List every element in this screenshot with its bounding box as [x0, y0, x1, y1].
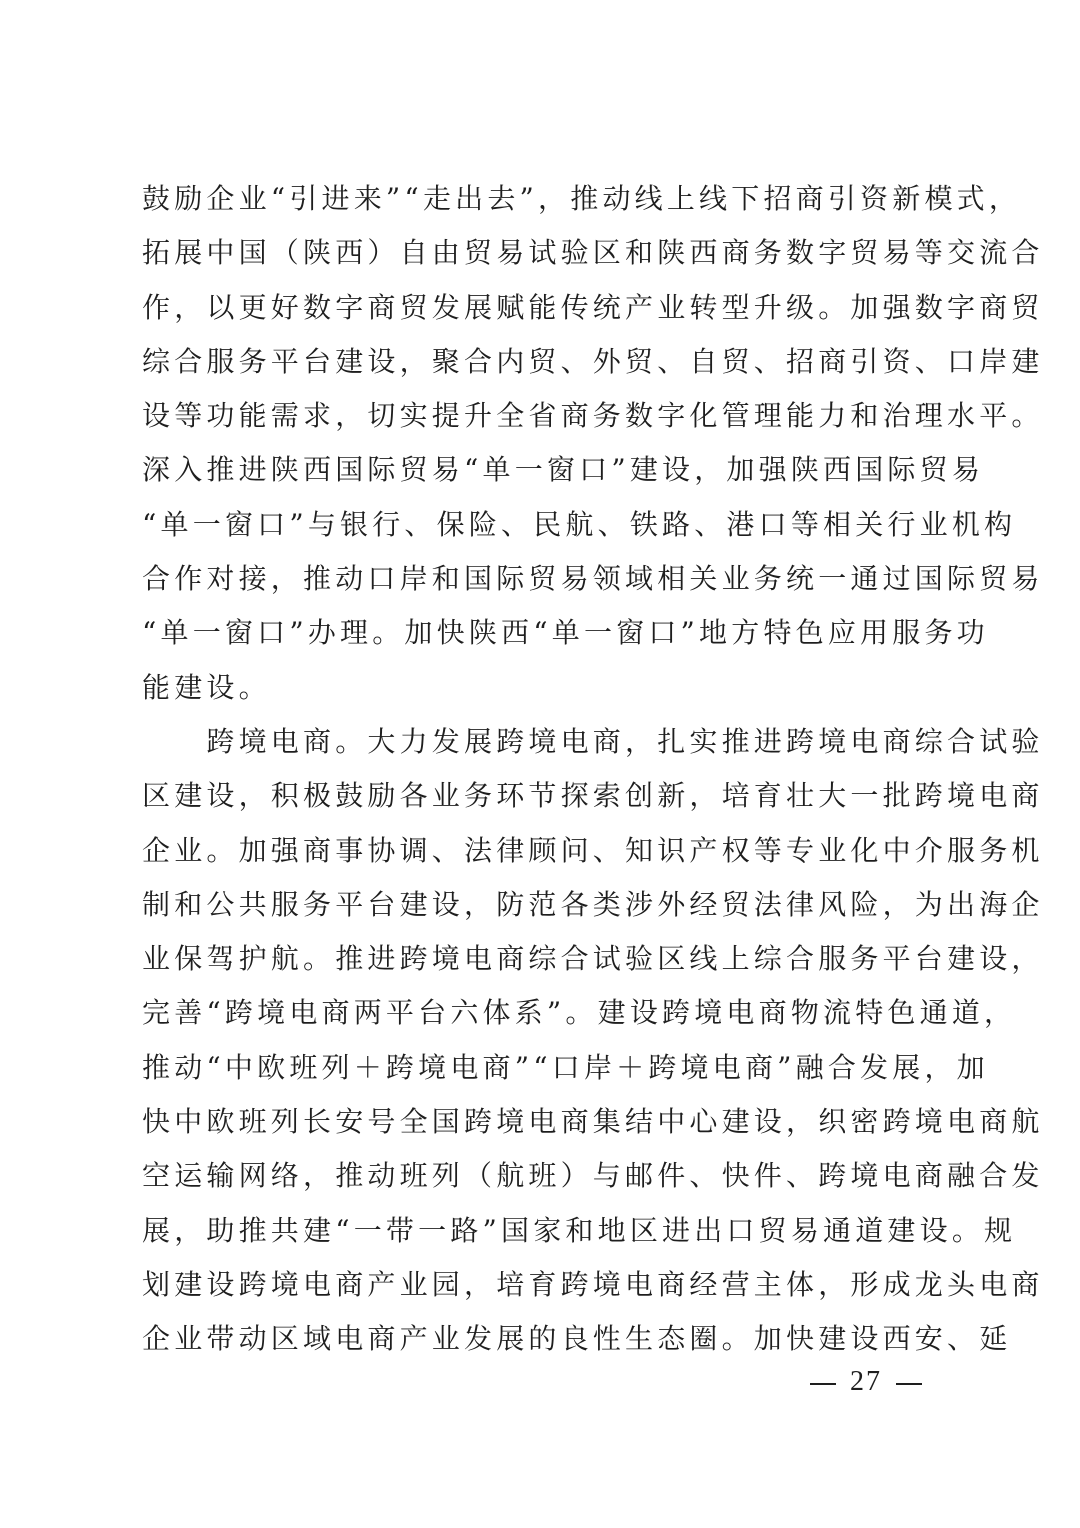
dash-right	[896, 1383, 922, 1385]
body-text	[142, 172, 1044, 1367]
text-line: 拓展中国（陕西）自由贸易试验区和陕西商务数字贸易等交流合	[142, 236, 1044, 270]
text-line: 企业。加强商事协调、法律顾问、知识产权等专业化中介服务机	[142, 833, 1044, 867]
text-line: 跨境电商。大力发展跨境电商，扎实推进跨境电商综合试验	[142, 724, 1044, 758]
text-line: “单一窗口”与银行、保险、民航、铁路、港口等相关行业机构	[142, 507, 1017, 541]
text-line: 鼓励企业“引进来”“走出去”，推动线上线下招商引资新模式，	[142, 182, 1022, 215]
text-line: 合作对接，推动口岸和国际贸易领域相关业务统一通过国际贸易	[142, 562, 1044, 596]
text-line: 业保驾护航。推进跨境电商综合试验区线上综合服务平台建设，	[142, 942, 1044, 976]
text-line: 作，以更好数字商贸发展赋能传统产业转型升级。加强数字商贸	[142, 290, 1044, 324]
dash-left	[810, 1383, 836, 1385]
text-line: 区建设，积极鼓励各业务环节探索创新，培育壮大一批跨境电商	[142, 779, 1044, 813]
text-line: 快中欧班列长安号全国跨境电商集结中心建设，织密跨境电商航	[142, 1105, 1044, 1139]
text-line: 展，助推共建“一带一路”国家和地区进出口贸易通道建设。规	[142, 1213, 1017, 1247]
text-line: 企业带动区域电商产业发展的良性生态圈。加快建设西安、延	[142, 1322, 1012, 1356]
text-line: 完善“跨境电商两平台六体系”。建设跨境电商物流特色通道，	[142, 996, 1017, 1030]
text-line: “单一窗口”办理。加快陕西“单一窗口”地方特色应用服务功	[142, 616, 989, 650]
text-line: 制和公共服务平台建设，防范各类涉外经贸法律风险，为出海企	[142, 887, 1044, 921]
text-line: 能建设。	[142, 670, 271, 704]
text-line: 综合服务平台建设，聚合内贸、外贸、自贸、招商引资、口岸建	[142, 344, 1044, 378]
text-line: 推动“中欧班列＋跨境电商”“口岸＋跨境电商”融合发展，加	[142, 1050, 989, 1084]
page-number-value: 27	[850, 1366, 882, 1397]
page-number	[796, 1366, 936, 1398]
text-line: 划建设跨境电商产业园，培育跨境电商经营主体，形成龙头电商	[142, 1267, 1044, 1301]
text-line: 深入推进陕西国际贸易“单一窗口”建设，加强陕西国际贸易	[142, 453, 985, 487]
text-line: 空运输网络，推动班列（航班）与邮件、快件、跨境电商融合发	[142, 1159, 1044, 1193]
text-line: 设等功能需求，切实提升全省商务数字化管理能力和治理水平。	[142, 399, 1044, 433]
